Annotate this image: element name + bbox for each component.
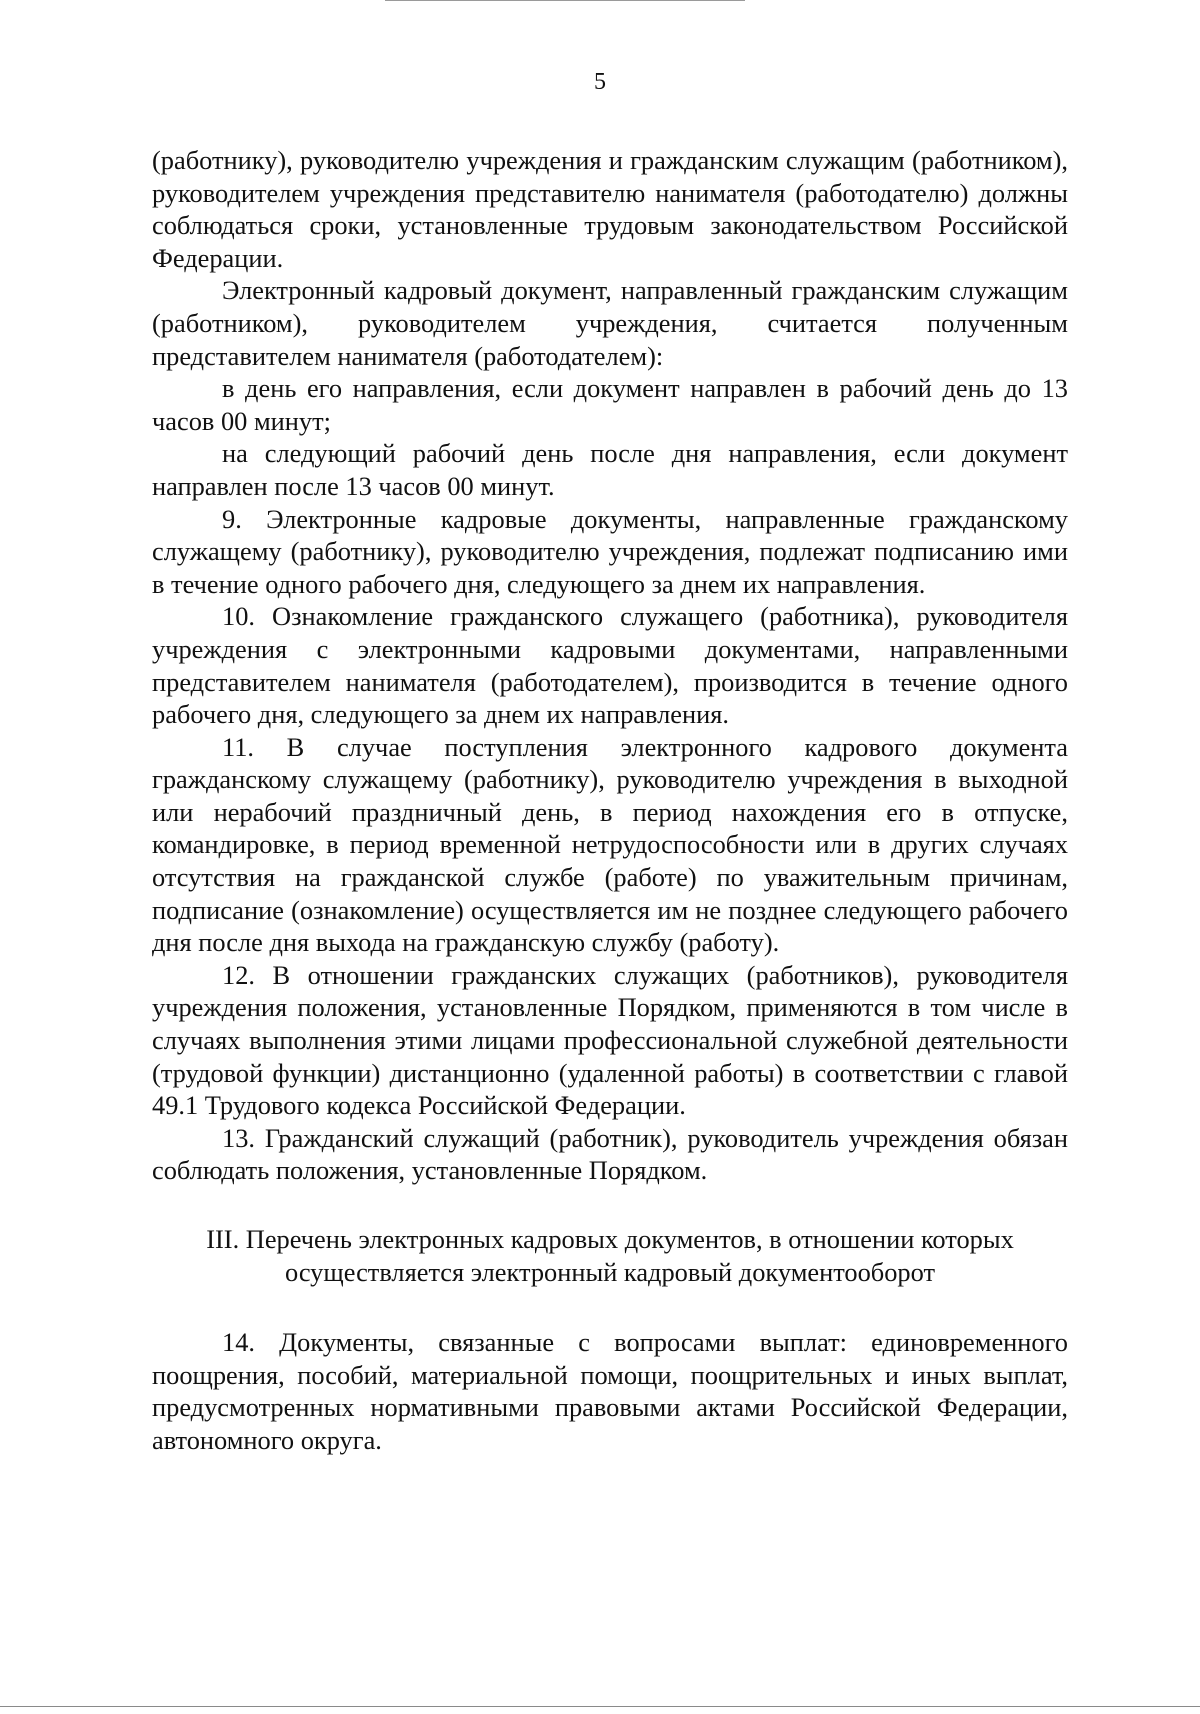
scan-edge-line-bottom <box>0 1706 1200 1708</box>
paragraph-next-day: на следующий рабочий день после дня направления, если документ направлен после 13 часов 00 минут. <box>152 438 1068 501</box>
paragraph-item-9: 9. Электронные кадровые документы, направленные гражданскому служащему (работнику), руководителю учреждения, подлежат подписанию ими в течение одного рабочего дня, следующего за днем их направления. <box>152 503 1068 599</box>
paragraph-item-11: 11. В случае поступления электронного кадрового документа гражданскому служащему (работнику), руководителю учреждения в выходной или нерабочий праздничный день, в период нахождения его в отпуске, командировке, в период временной нетрудоспособности или в других случаях отсутствия на гражданской службе (работе) по уважительным причинам, подписание (ознакомление) осуществляется им не позднее следующего рабочего дня после дня выхода на гражданскую службу (работу). <box>152 731 1068 958</box>
paragraph-item-12: 12. В отношении гражданских служащих (работников), руководителя учреждения положения, установленные Порядком, применяются в том числе в случаях выполнения этими лицами профессиональной служебной деятельности (трудовой функции) дистанционно (удаленной работы) в соответствии с главой 49.1 Трудового кодекса Российской Федерации. <box>152 959 1068 1121</box>
paragraph-item-13: 13. Гражданский служащий (работник), руководитель учреждения обязан соблюдать положения, установленные Порядком. <box>152 1122 1068 1186</box>
section-heading: III. Перечень электронных кадровых документов, в отношении которых осуществляется электронный кадровый документооборот <box>206 1224 1014 1287</box>
document-body <box>152 144 1068 1457</box>
scan-edge-line-top <box>385 0 745 2</box>
page-number: 5 <box>594 69 606 95</box>
paragraph-item-14: 14. Документы, связанные с вопросами выплат: единовременного поощрения, пособий, материальной помощи, поощрительных и иных выплат, предусмотренных нормативными правовыми актами Российской Федерации, автономного округа. <box>152 1327 1068 1455</box>
spacer <box>152 1288 1068 1326</box>
paragraph-item-10: 10. Ознакомление гражданского служащего (работника), руководителя учреждения с электронными кадровыми документами, направленными представителем нанимателя (работодателем), производится в течение одного рабочего дня, следующего за днем их направления. <box>152 601 1068 730</box>
paragraph-continuation: (работнику), руководителю учреждения и гражданским служащим (работником), руководителем учреждения представителю нанимателя (работодателю) должны соблюдаться сроки, установленные трудовым законодательством Российской Федерации. <box>152 145 1068 273</box>
spacer <box>152 1187 1068 1223</box>
paragraph-same-day: в день его направления, если документ направлен в рабочий день до 13 часов 00 минут; <box>152 373 1068 436</box>
paragraph-received-rule: Электронный кадровый документ, направленный гражданским служащим (работником), руководителем учреждения, считается полученным представителем нанимателя (работодателем): <box>152 275 1068 371</box>
